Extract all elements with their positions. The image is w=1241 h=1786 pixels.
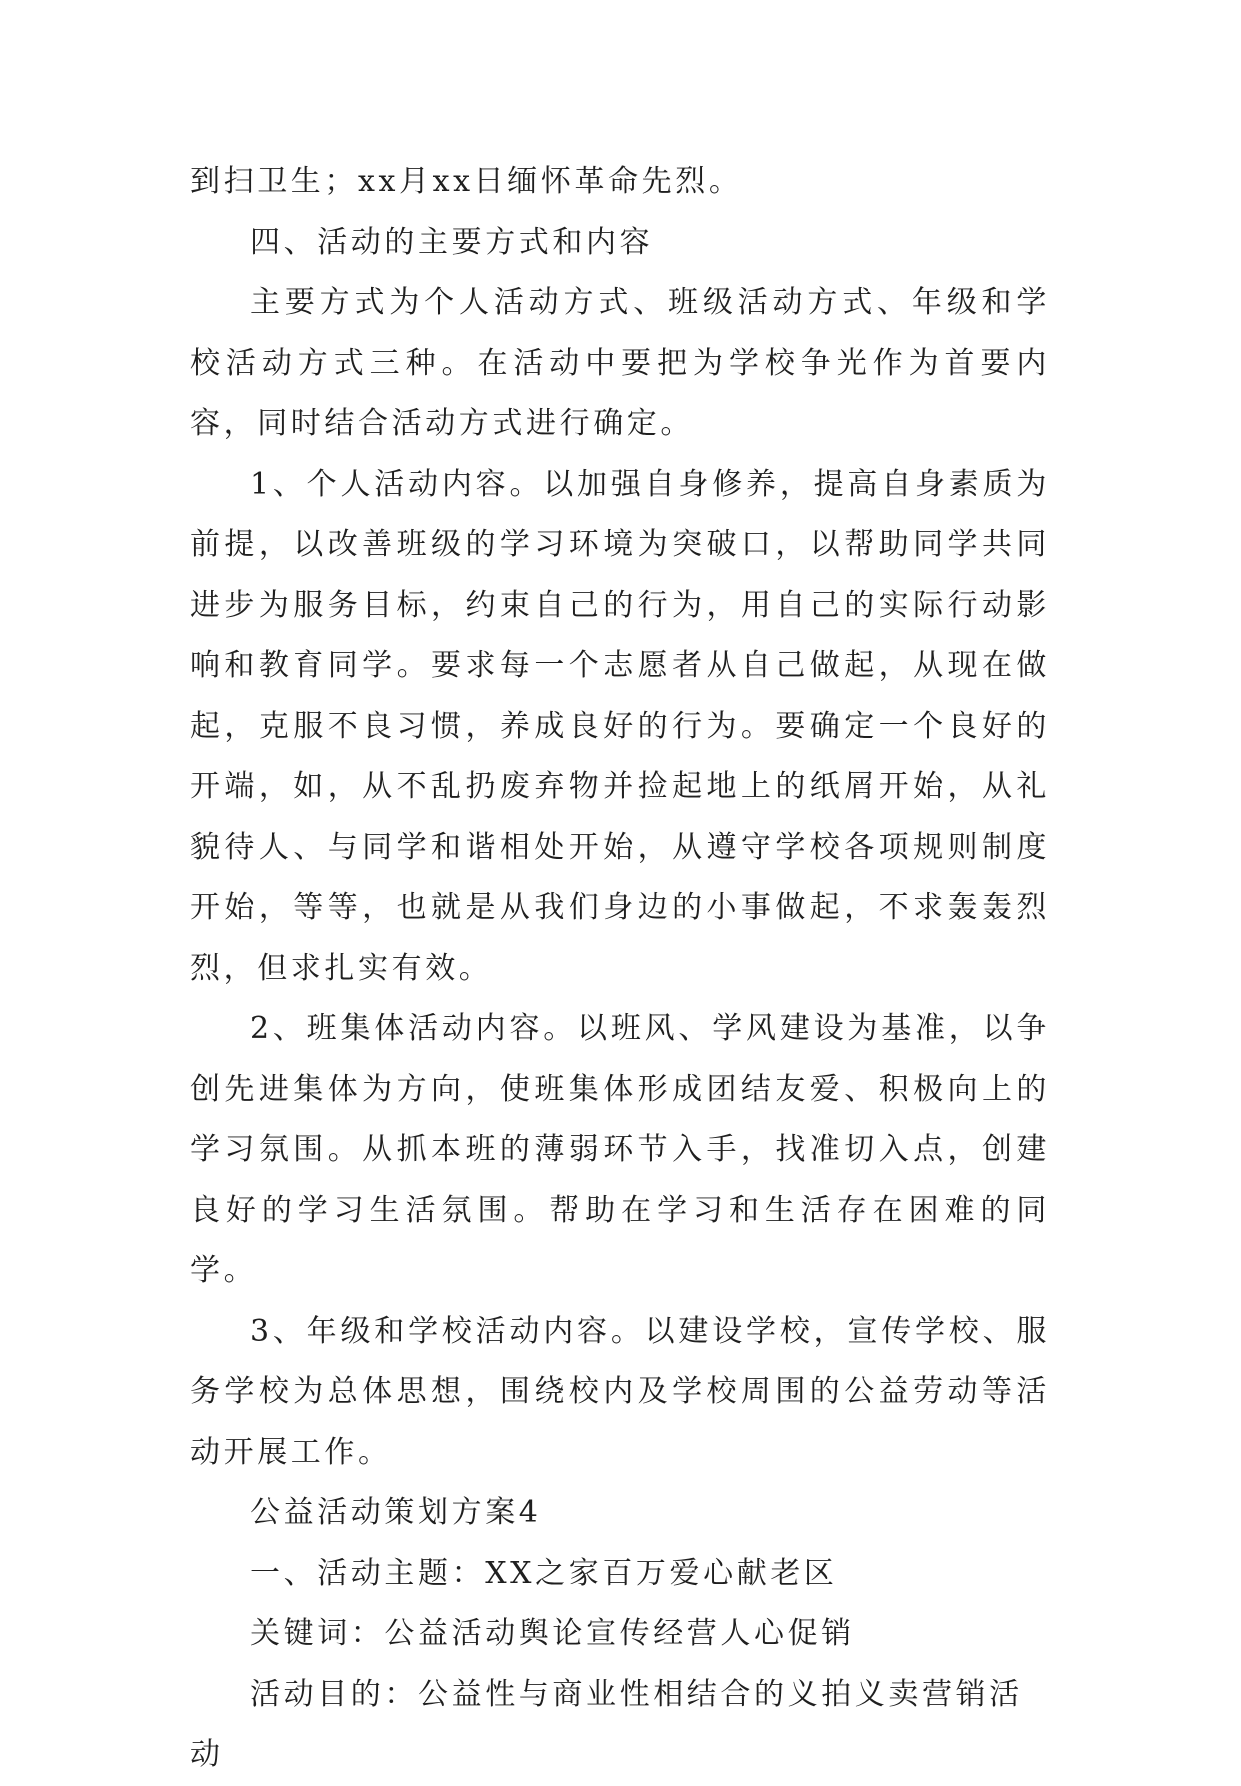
- plan-title: 公益活动策划方案4: [250, 1495, 542, 1530]
- activity-purpose: 活动目的：公益性与商业性相结合的义拍义卖营销活动: [190, 1676, 1023, 1772]
- paragraph-class-activity: 2、班集体活动内容。以班风、学风建设为基准，以争创先进集体为方向，使班集体形成团结友爱、积极向上的学习氛围。从抓本班的薄弱环节入手，找准切入点，创建良好的学习生活氛围。帮助在学习和生活存在困难的同学。: [190, 1011, 1050, 1288]
- section-heading-activity-methods: 四、活动的主要方式和内容: [250, 224, 654, 260]
- paragraph-continuation: 到扫卫生；xx月xx日缅怀革命先烈。: [190, 164, 743, 199]
- paragraph-school-activity: 3、年级和学校活动内容。以建设学校，宣传学校、服务学校为总体思想，围绕校内及学校周围的公益劳动等活动开展工作。: [190, 1313, 1050, 1470]
- paragraph-main-methods: 主要方式为个人活动方式、班级活动方式、年级和学校活动方式三种。在活动中要把为学校争光作为首要内容，同时结合活动方式进行确定。: [190, 285, 1050, 441]
- keywords-line: 关键词：公益活动舆论宣传经营人心促销: [250, 1616, 855, 1651]
- activity-theme: 一、活动主题：XX之家百万爱心献老区: [250, 1555, 838, 1591]
- document-body: [190, 152, 1050, 1786]
- paragraph-personal-activity: 1、个人活动内容。以加强自身修养，提高自身素质为前提，以改善班级的学习环境为突破口，以帮助同学共同进步为服务目标，约束自己的行为，用自己的实际行动影响和教育同学。要求每一个志愿者从自己做起，从现在做起，克服不良习惯，养成良好的行为。要确定一个良好的开端，如，从不乱扔废弃物并捡起地上的纸屑开始，从礼貌待人、与同学和谐相处开始，从遵守学校各项规则制度开始，等等，也就是从我们身边的小事做起，不求轰轰烈烈，但求扎实有效。: [190, 466, 1050, 986]
